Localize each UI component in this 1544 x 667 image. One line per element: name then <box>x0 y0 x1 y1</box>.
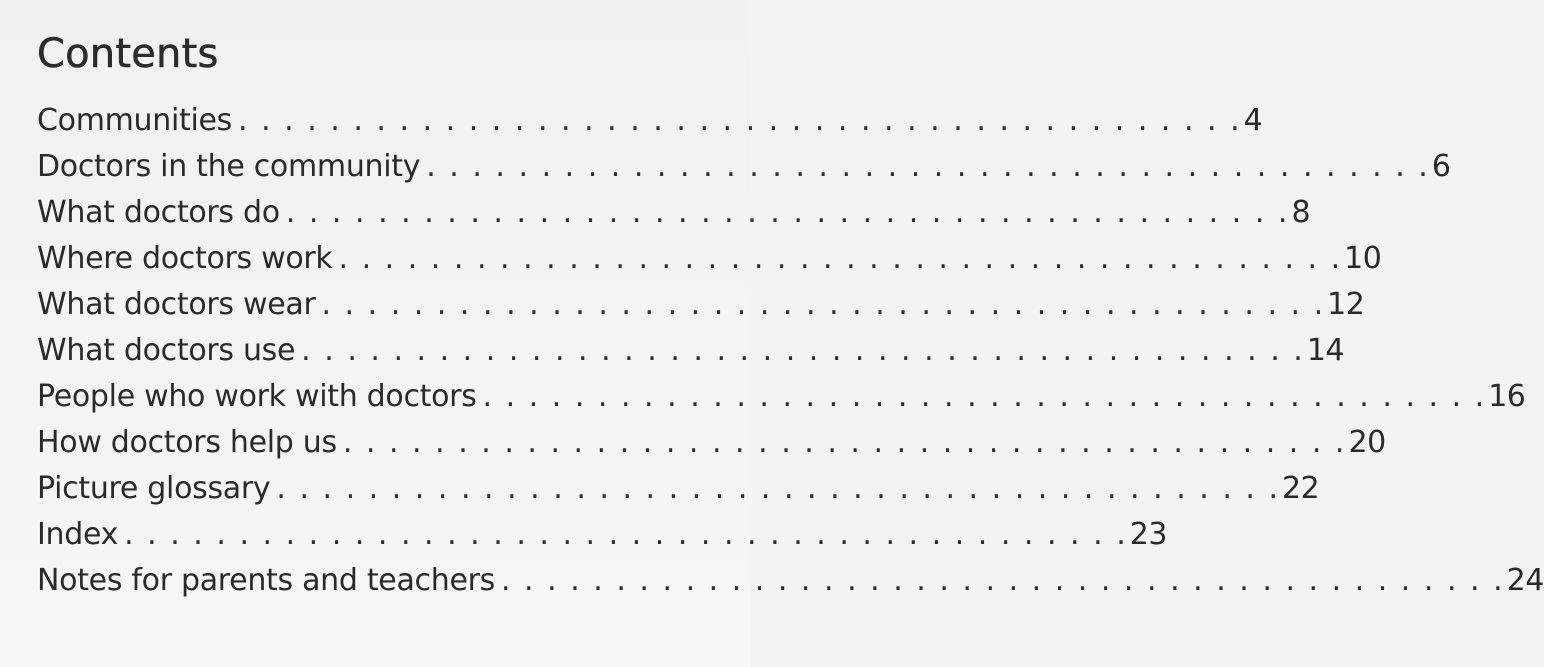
toc-entry-page: 23 <box>1129 517 1167 552</box>
toc-entry-page: 22 <box>1282 471 1320 506</box>
toc-entry-title: People who work with doctors <box>37 379 477 414</box>
toc-entry <box>37 98 1263 144</box>
toc-entry-page: 8 <box>1291 195 1311 230</box>
toc-entry-page: 4 <box>1243 103 1263 138</box>
toc-entry-title: What doctors do <box>37 195 280 230</box>
toc-entry-title: What doctors use <box>37 333 296 368</box>
dot-leader: . . . . . . . . . . . . . . . . . . . . . . . . . . . . . . . . . . . . . . . . . . . . <box>338 241 1343 276</box>
dot-leader: . . . . . . . . . . . . . . . . . . . . . . . . . . . . . . . . . . . . . . . . . . . . <box>124 517 1128 552</box>
toc-entry-title: Notes for parents and teachers <box>37 563 495 598</box>
toc-entry <box>37 374 1526 420</box>
contents-heading: Contents <box>37 31 219 77</box>
toc-entry-title: What doctors wear <box>37 287 316 322</box>
toc-entry <box>37 558 1544 604</box>
toc-entry <box>37 144 1451 190</box>
toc-entry <box>37 512 1167 558</box>
toc-entry-title: Where doctors work <box>37 241 333 276</box>
dot-leader: . . . . . . . . . . . . . . . . . . . . . . . . . . . . . . . . . . . . . . . . . . . . <box>276 471 1281 506</box>
toc-entry <box>37 190 1311 236</box>
dot-leader: . . . . . . . . . . . . . . . . . . . . . . . . . . . . . . . . . . . . . . . . . . . . <box>321 287 1326 322</box>
toc-entry-title: Index <box>37 517 119 552</box>
dot-leader: . . . . . . . . . . . . . . . . . . . . . . . . . . . . . . . . . . . . . . . . . . . . <box>301 333 1305 368</box>
toc-entry-page: 10 <box>1344 241 1382 276</box>
toc-entry-page: 24 <box>1506 563 1544 598</box>
dot-leader: . . . . . . . . . . . . . . . . . . . . . . . . . . . . . . . . . . . . . . . . . . . . <box>426 149 1430 184</box>
toc-entry <box>37 466 1320 512</box>
toc-entry-page: 14 <box>1306 333 1345 368</box>
toc-entry-title: Communities <box>37 103 232 138</box>
dot-leader: . . . . . . . . . . . . . . . . . . . . . . . . . . . . . . . . . . . . . . . . . . . . <box>482 379 1487 414</box>
dot-leader: . . . . . . . . . . . . . . . . . . . . . . . . . . . . . . . . . . . . . . . . . . . . <box>285 195 1290 230</box>
toc-entry-title: Picture glossary <box>37 471 271 506</box>
table-of-contents <box>37 98 1544 604</box>
dot-leader: . . . . . . . . . . . . . . . . . . . . . . . . . . . . . . . . . . . . . . . . . . . . <box>238 103 1242 138</box>
toc-entry-page: 6 <box>1431 149 1451 184</box>
toc-entry-page: 20 <box>1348 425 1386 460</box>
toc-entry <box>37 282 1365 328</box>
toc-entry <box>37 236 1382 282</box>
toc-entry <box>37 328 1345 374</box>
toc-entry-title: How doctors help us <box>37 425 337 460</box>
toc-entry <box>37 420 1386 466</box>
dot-leader: . . . . . . . . . . . . . . . . . . . . . . . . . . . . . . . . . . . . . . . . . . . . <box>500 563 1505 598</box>
toc-entry-page: 16 <box>1488 379 1526 414</box>
dot-leader: . . . . . . . . . . . . . . . . . . . . . . . . . . . . . . . . . . . . . . . . . . . . <box>342 425 1347 460</box>
toc-entry-page: 12 <box>1327 287 1365 322</box>
toc-entry-title: Doctors in the community <box>37 149 421 184</box>
